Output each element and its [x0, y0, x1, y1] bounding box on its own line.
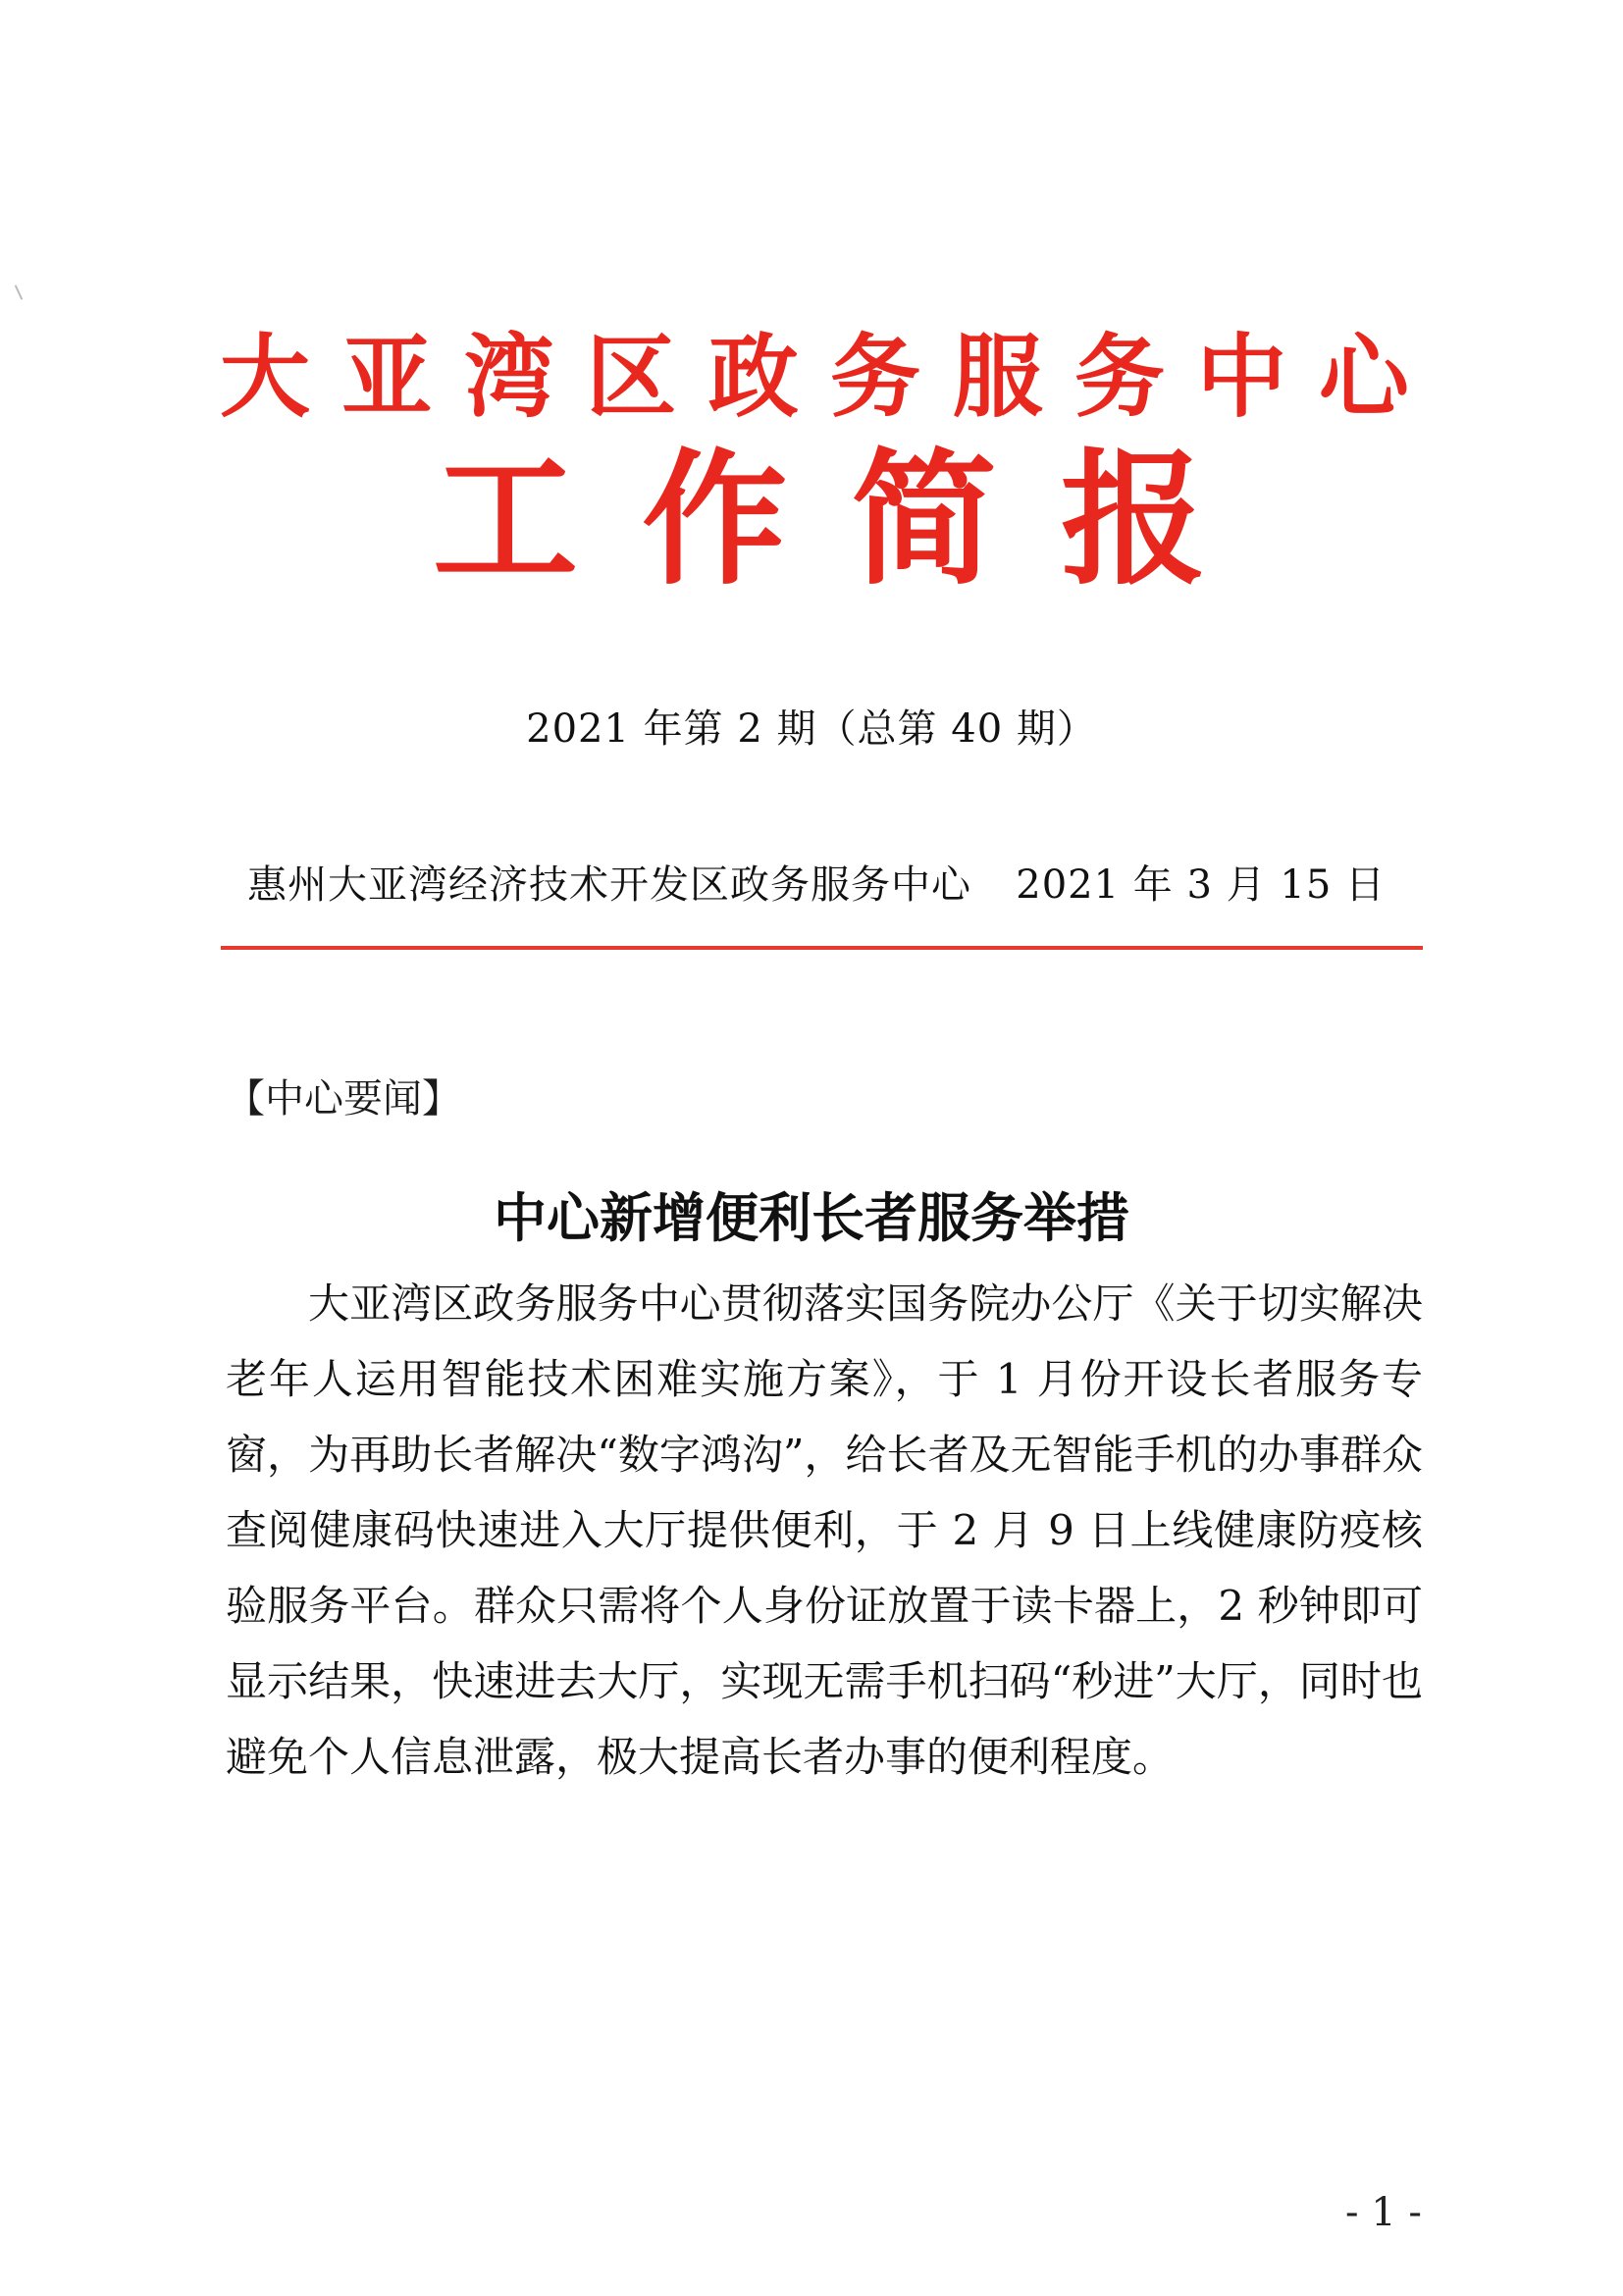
issue-number: 2021 年第 2 期（总第 40 期）	[526, 706, 1097, 752]
header-org-char: 大	[219, 325, 310, 430]
header-org-char: 湾	[463, 325, 554, 430]
scan-artifact	[15, 285, 24, 299]
article-body: 大亚湾区政务服务中心贯彻落实国务院办公厅《关于切实解决老年人运用智能技术困难实施方案》，于 1 月份开设长者服务专窗，为再助长者解决“数字鸿沟”，给长者及无智能手机的办事群众查阅健康码快速进入大厅提供便利，于 2 月 9 日上线健康防疫核验服务平台。群众只需将个人身份证放置于读卡器上，2 秒钟即可显示结果，快速进去大厅，实现无需手机扫码“秒进”大厅，同时也避免个人信息泄露，极大提高长者办事的便利程度。	[226, 1279, 1423, 1781]
header-org-char: 亚	[341, 325, 433, 430]
header-org-char: 政	[707, 325, 799, 430]
issuer: 惠州大亚湾经济技术开发区政务服务中心	[247, 862, 971, 908]
header-org-char: 中	[1196, 325, 1287, 430]
issue-date: 2021 年 3 月 15 日	[1016, 862, 1386, 908]
header-org-char: 区	[586, 325, 677, 430]
article-title: 中心新增便利长者服务举措	[494, 1186, 1129, 1249]
section-label: 【中心要闻】	[226, 1076, 461, 1122]
header-org-char: 心	[1318, 325, 1409, 430]
header-organization	[216, 324, 1413, 432]
header-title-char: 工	[433, 436, 578, 604]
header-org-char: 务	[1074, 325, 1166, 430]
header-title-char: 作	[642, 436, 788, 604]
red-divider-rule	[221, 946, 1423, 950]
issuer-date-line	[247, 860, 1386, 911]
header-title-char: 简	[851, 436, 997, 604]
header-title-char: 报	[1060, 436, 1206, 604]
header-org-char: 务	[830, 325, 921, 430]
header-title	[432, 436, 1207, 604]
header-org-char: 服	[952, 325, 1043, 430]
page-number: - 1 -	[1345, 2190, 1422, 2235]
